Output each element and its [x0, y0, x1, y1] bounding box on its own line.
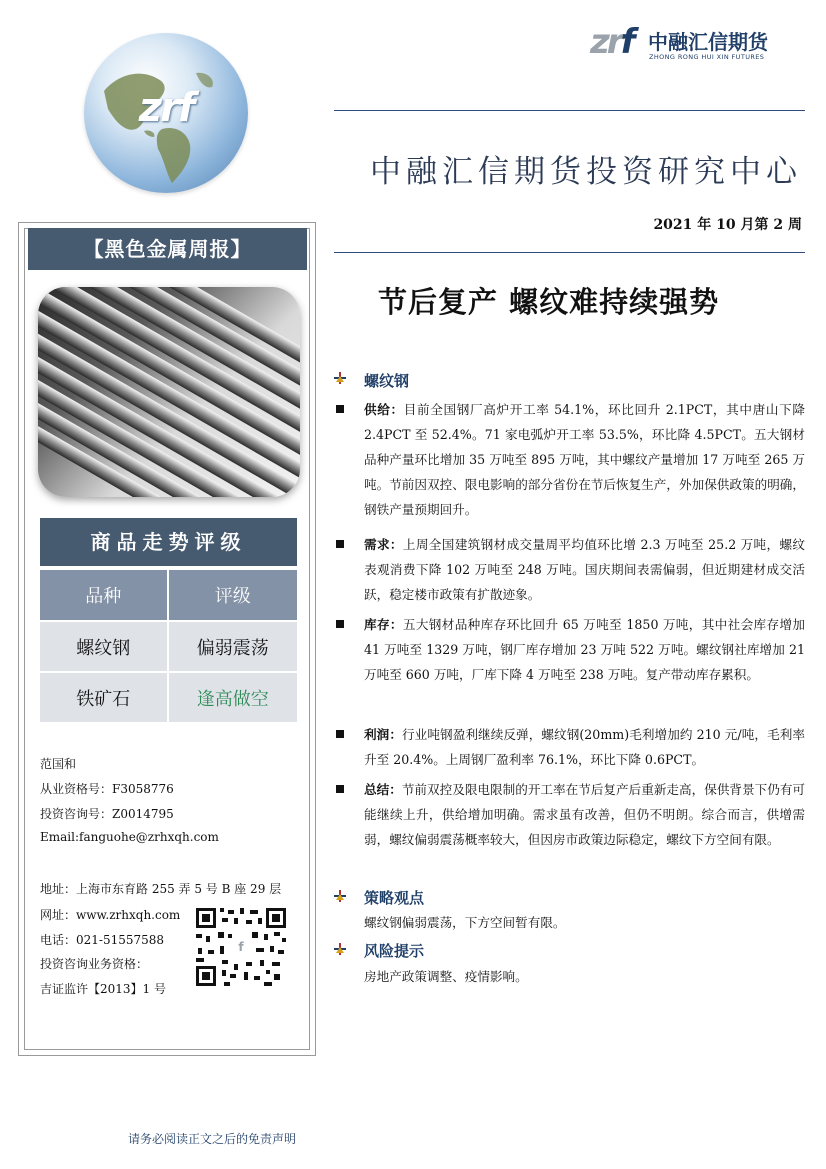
report-type-banner: 【黑色金属周报】	[28, 228, 307, 270]
bullet-icon	[336, 620, 344, 628]
company-address: 地址：上海市东育路 255 弄 5 号 B 座 29 层	[40, 882, 282, 896]
globe-text: zrf	[138, 85, 194, 131]
rating-title-banner: 商品走势评级	[40, 518, 297, 566]
company-logo-mark: zrf	[590, 22, 633, 62]
item-text: 目前全国钢厂高炉开工率 54.1%，环比回升 2.1PCT，其中唐山下降 2.4PCT 至 52.4%。71 家电弧炉开工率 53.5%，环比降 4.5PCT。五大钢材品种产量环比增加 35 万吨至 895 万吨，其中螺纹产量增加 17 万吨至 265 万吨。节前因双控、限电影响的部分省份在节后恢复生产，外加保供政策的明确，钢铁产量预期回升。	[364, 402, 805, 517]
item-label: 利润：	[364, 727, 403, 742]
analyst-license: 从业资格号：F3058776	[40, 782, 174, 796]
bullet-icon	[336, 730, 344, 738]
table-row	[40, 620, 297, 671]
company-website: 网址：www.zrhxqh.com	[40, 908, 181, 922]
section-title-strategy: 策略观点	[364, 889, 425, 907]
divider	[334, 110, 805, 111]
risk-text: 房地产政策调整、疫情影响。	[364, 969, 528, 984]
bullet-icon	[336, 785, 344, 793]
qr-code	[194, 906, 288, 988]
company-phone: 电话：021-51557588	[40, 933, 165, 947]
analyst-name: 范国和	[40, 757, 77, 771]
bullet-icon	[336, 405, 344, 413]
demand-paragraph	[364, 532, 805, 607]
summary-paragraph	[364, 777, 805, 852]
report-date: 2021 年 10 月第 2 周	[653, 217, 802, 233]
svg-text:f: f	[238, 940, 244, 954]
item-label: 库存：	[364, 617, 403, 632]
table-header-commodity: 品种	[40, 570, 169, 620]
commodity-cell: 螺纹钢	[40, 620, 169, 671]
item-label: 供给：	[364, 402, 404, 417]
item-label: 总结：	[364, 782, 402, 797]
report-headline: 节后复产 螺纹难持续强势	[378, 285, 720, 319]
divider	[334, 252, 805, 253]
qualification-value: 吉证监许【2013】1 号	[40, 982, 166, 996]
company-name-en: ZHONG RONG HUI XIN FUTURES	[649, 53, 765, 61]
profit-paragraph	[364, 722, 805, 772]
item-text: 节前双控及限电限制的开工率在节后复产后重新走高，保供背景下仍有可能继续上升，供给增加明确。需求虽有改善，但仍不明朗。综合而言，供增需弱，螺纹偏弱震荡概率较大，但因房市政策边际稳定，螺纹下方空间有限。	[364, 782, 806, 847]
analyst-advisor-id: 投资咨询号：Z0014795	[40, 807, 174, 821]
supply-paragraph	[364, 397, 805, 522]
item-text: 五大钢材品种库存环比回升 65 万吨至 1850 万吨，其中社会库存增加 41 万吨至 1329 万吨，钢厂库存增加 23 万吨 522 万吨。螺纹钢社库增加 21 万吨至 660 万吨，厂库下降 4 万吨至 238 万吨。复产带动库存累积。	[364, 617, 806, 682]
item-label: 需求：	[364, 537, 403, 552]
globe-logo	[84, 33, 248, 193]
research-center-title: 中融汇信期货投资研究中心	[370, 154, 802, 190]
item-text: 上周全国建筑钢材成交量周平均值环比增 2.3 万吨至 25.2 万吨，螺纹表观消费下降 102 万吨至 248 万吨。国庆期间表需偏弱，但近期建材成交活跃，稳定楼市政策有扩散迹象。	[364, 537, 806, 602]
strategy-text: 螺纹钢偏弱震荡，下方空间暂有限。	[364, 915, 566, 930]
company-name-cn: 中融汇信期货	[648, 30, 768, 54]
section-title-risk: 风险提示	[364, 942, 425, 960]
section-marker-icon	[334, 943, 346, 955]
inventory-paragraph	[364, 612, 805, 687]
rating-cell: 偏弱震荡	[169, 620, 298, 671]
analyst-email: Email:fanguohe@zrhxqh.com	[40, 830, 219, 844]
section-title-rebar: 螺纹钢	[364, 372, 410, 390]
section-marker-icon	[334, 372, 346, 384]
qualification-label: 投资咨询业务资格：	[40, 957, 149, 971]
item-text: 行业吨钢盈利继续反弹，螺纹钢(20mm)毛利增加约 210 元/吨，毛利率升至 20.4%。上周钢厂盈利率 76.1%，环比下降 0.6PCT。	[364, 727, 805, 767]
commodity-cell: 铁矿石	[40, 671, 169, 722]
rating-table	[40, 570, 297, 722]
section-marker-icon	[334, 890, 346, 902]
bullet-icon	[336, 540, 344, 548]
table-row	[40, 671, 297, 722]
rating-cell: 逢高做空	[169, 671, 298, 722]
steel-pipes-image	[38, 287, 300, 497]
table-header-rating: 评级	[169, 570, 298, 620]
disclaimer-footer: 请务必阅读正文之后的免责声明	[128, 1132, 297, 1146]
